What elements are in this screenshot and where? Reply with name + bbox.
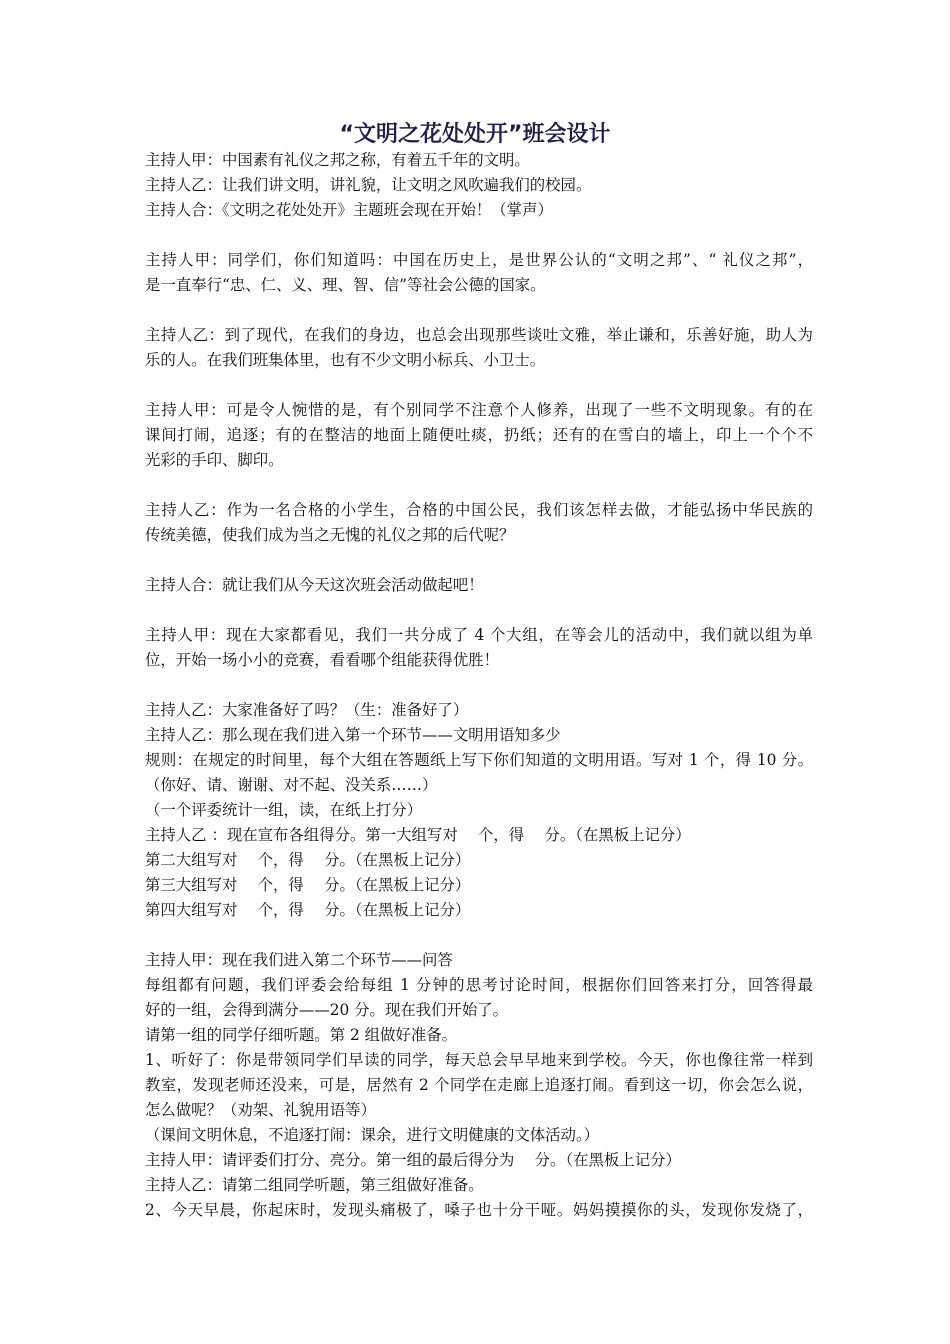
text-line: 光彩的手印、脚印。 — [145, 451, 284, 469]
text-line: 1、听好了：你是带领同学们早读的同学，每天总会早早地来到学校。今天，你也像往常一样到 — [145, 1051, 813, 1069]
text-line: 主持人乙：作为一名合格的小学生，合格的中国公民，我们该怎样去做，才能弘扬中华民族的 — [145, 501, 813, 519]
text-line: 主持人乙：到了现代，在我们的身边，也总会出现那些谈吐文雅，举止谦和，乐善好施，助人为 — [145, 326, 813, 344]
text-line: 每组都有问题，我们评委会给每组 1 分钟的思考讨论时间，根据你们回答来打分，回答得最 — [145, 976, 813, 994]
text-line: 主持人甲：可是令人惋惜的是，有个别同学不注意个人修养，出现了一些不文明现象。有的在 — [145, 401, 813, 419]
text-line: 2、今天早晨，你起床时，发现头痛极了，嗓子也十分干哑。妈妈摸摸你的头，发现你发烧了， — [145, 1201, 813, 1219]
text-line: 位，开始一场小小的竞赛，看看哪个组能获得优胜！ — [145, 651, 499, 669]
paragraph-gap — [145, 223, 813, 248]
text-line: 规则：在规定的时间里，每个大组在答题纸上写下你们知道的文明用语。写对 1 个，得 10 分。 — [145, 751, 813, 769]
text-line: 主持人甲：中国素有礼仪之邦之称，有着五千年的文明。 — [145, 151, 530, 169]
text-line: 课间打闹，追逐；有的在整洁的地面上随便吐痰，扔纸；还有的在雪白的墙上，印上一个个不 — [145, 426, 813, 444]
text-line: 乐的人。在我们班集体里，也有不少文明小标兵、小卫士。 — [145, 351, 546, 369]
paragraph-gap — [145, 548, 813, 573]
document-title: “文明之花处处开”班会设计 — [339, 122, 611, 147]
document-body — [145, 148, 813, 1223]
paragraph-gap — [145, 298, 813, 323]
text-line: （课间文明休息，不追逐打闹：课余，进行文明健康的文体活动。） — [145, 1126, 600, 1144]
text-line: 主持人乙：让我们讲文明，讲礼貌，让文明之风吹遍我们的校园。 — [145, 176, 592, 194]
text-line: 主持人乙：大家准备好了吗？（生：准备好了） — [145, 701, 469, 719]
text-line: 主持人甲：同学们，你们知道吗：中国在历史上，是世界公认的“文明之邦”、“ 礼仪之邦”， — [145, 251, 813, 269]
text-line: （你好、请、谢谢、对不起、没关系……） — [145, 776, 438, 794]
text-line: 主持人甲：现在大家都看见，我们一共分成了 4 个大组，在等会儿的活动中，我们就以组为单 — [145, 626, 813, 644]
text-line: 第三大组写对 个，得 分。（在黑板上记分） — [145, 876, 471, 894]
text-line: 主持人甲：现在我们进入第二个环节——问答 — [145, 951, 453, 969]
text-line: 主持人乙：请第二组同学听题，第三组做好准备。 — [145, 1176, 484, 1194]
text-line: 主持人甲：请评委们打分、亮分。第一组的最后得分为 分。（在黑板上记分） — [145, 1151, 681, 1169]
text-line: （一个评委统计一组，读，在纸上打分） — [145, 801, 423, 819]
text-line: 教室，发现老师还没来，可是，居然有 2 个同学在走廊上追逐打闹。看到这一切，你会怎么说， — [145, 1076, 813, 1094]
text-line: 第二大组写对 个，得 分。（在黑板上记分） — [145, 851, 471, 869]
text-line: 是一直奉行“忠、仁、义、理、智、信”等社会公德的国家。 — [145, 276, 546, 294]
text-line: 好的一组，会得到满分——20 分。现在我们开始了。 — [145, 1001, 509, 1019]
paragraph-gap — [145, 923, 813, 948]
text-line: 主持人乙：那么现在我们进入第一个环节——文明用语知多少 — [145, 726, 561, 744]
text-line: 主持人合：就让我们从今天这次班会活动做起吧！ — [145, 576, 484, 594]
paragraph-gap — [145, 598, 813, 623]
paragraph-gap — [145, 473, 813, 498]
text-line: 传统美德，使我们成为当之无愧的礼仪之邦的后代呢？ — [145, 526, 515, 544]
text-line: 怎么做呢？（劝架、礼貌用语等） — [145, 1101, 376, 1119]
text-line: 请第一组的同学仔细听题。第 2 组做好准备。 — [145, 1026, 457, 1044]
text-line: 主持人乙 ：现在宣布各组得分。第一大组写对 个，得 分。（在黑板上记分） — [145, 826, 691, 844]
text-line: 主持人合：《文明之花处处开》主题班会现在开始！（掌声） — [145, 201, 553, 219]
text-line: 第四大组写对 个，得 分。（在黑板上记分） — [145, 901, 471, 919]
paragraph-gap — [145, 373, 813, 398]
paragraph-gap — [145, 673, 813, 698]
